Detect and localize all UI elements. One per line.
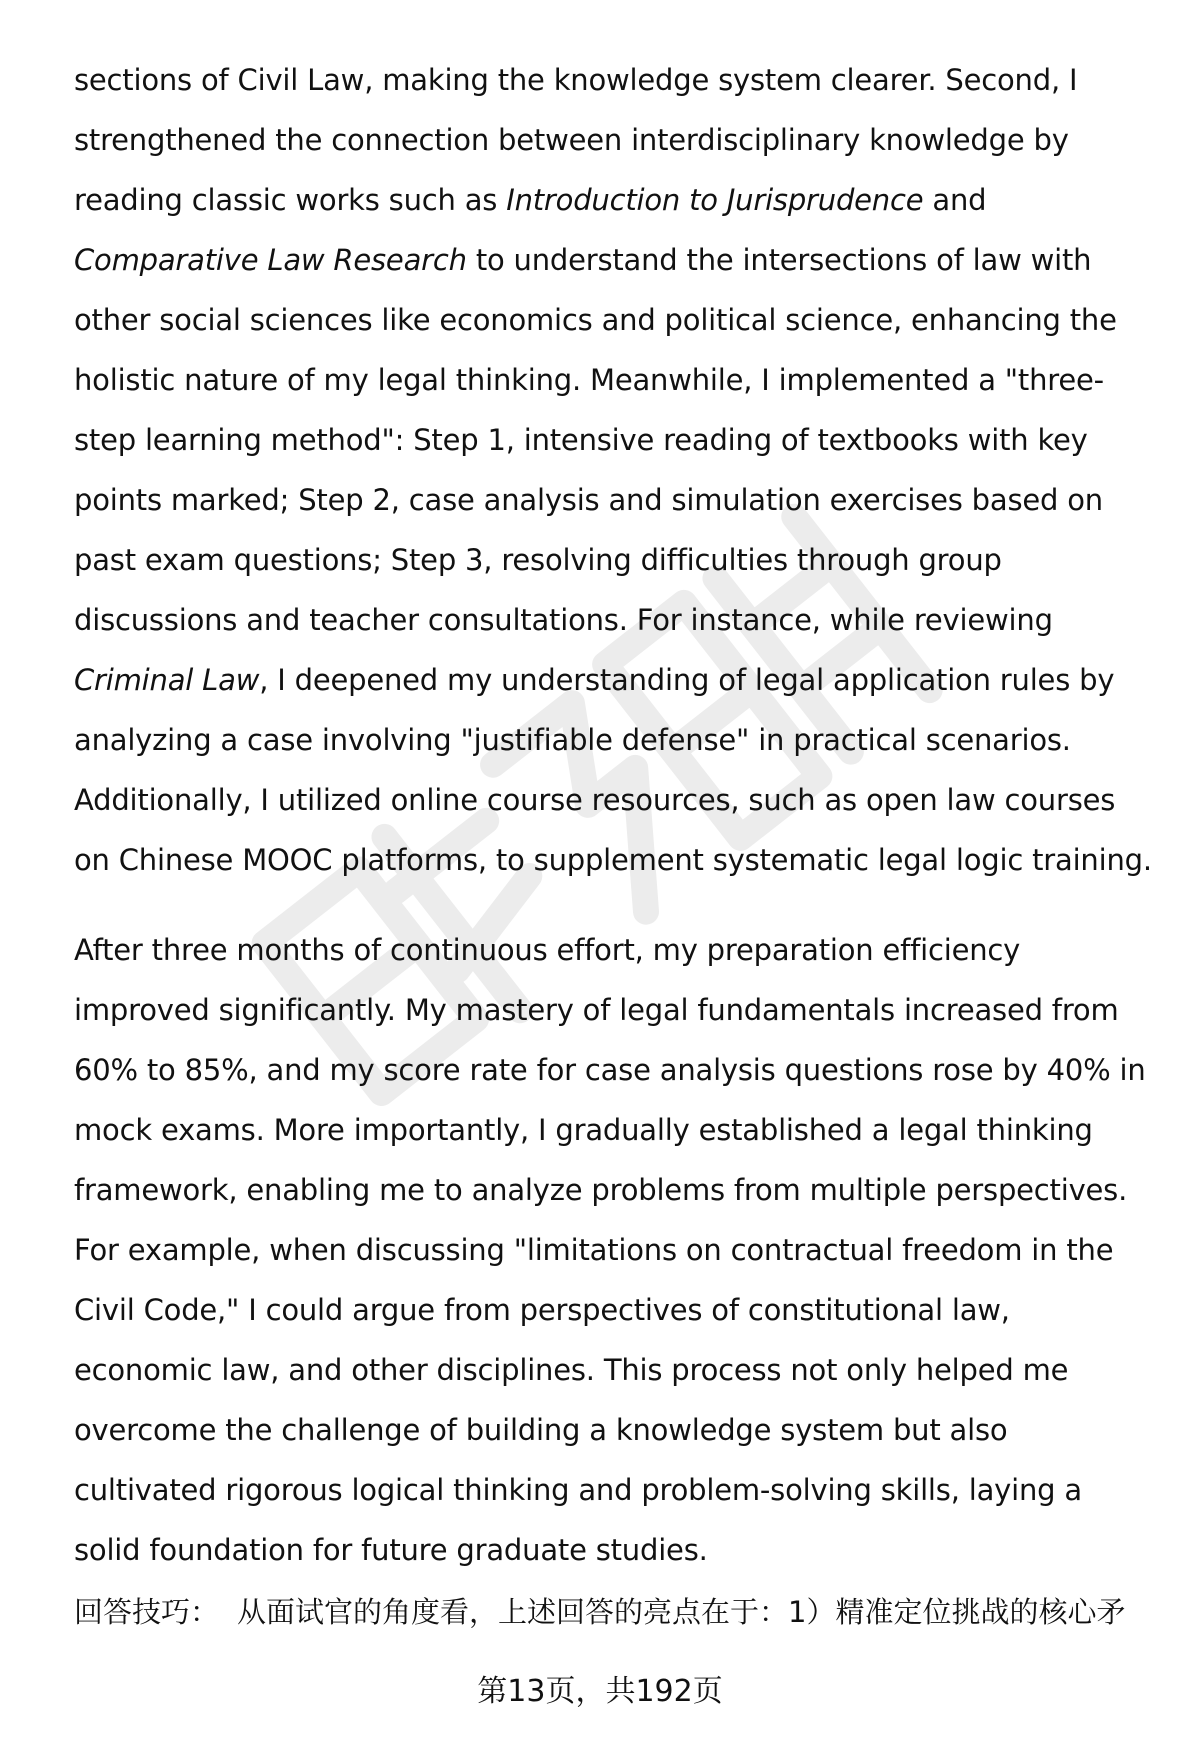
paragraph-results: After three months of continuous effort, my preparation efficiency improved significantly. My mastery of legal fundamentals increased from 60% to 85%, and my score rate for case analysis questions rose by 40% in mock exams. More importantly, I gradually established a legal thinking framework, enabling me to analyze problems from multiple perspectives. For example, when discussing "limitations on contractual freedom in the Civil Code," I could argue from perspectives of constitutional law, economic law, and other disciplines. This process not only helped me overcome the challenge of building a knowledge system but also cultivated rigorous logical thinking and problem-solving skills, laying a solid foundation for future graduate studies. <box>74 933 1146 1567</box>
book-title-jurisprudence: Introduction to Jurisprudence <box>506 183 924 217</box>
paragraph-study-methods <box>74 50 1154 890</box>
subject-title-criminal-law: Criminal Law <box>74 663 260 697</box>
paragraph1-text-3: to understand the intersections of law with other social sciences like economics and political science, enhancing the holistic nature of my legal thinking. Meanwhile, I implemented a "three-step learning method": Step 1, intensive reading of textbooks with key points marked; Step 2, case analysis and simulation exercises based on past exam questions; Step 3, resolving difficulties through group discussions and teacher consultations. For instance, while reviewing <box>74 243 1117 637</box>
paragraph1-text-2: and <box>923 183 987 217</box>
paragraph1-text-4: , I deepened my understanding of legal application rules by analyzing a case involving "justifiable defense" in practical scenarios. Additionally, I utilized online course resources, such as open law courses on Chinese MOOC platforms, to supplement systematic legal logic training. <box>74 663 1152 877</box>
answer-tip-text: 从面试官的角度看，上述回答的亮点在于：1）精准定位挑战的核心矛 <box>237 1595 1126 1629</box>
answer-tip-label: 回答技巧： <box>74 1595 220 1629</box>
book-title-comparative-law: Comparative Law Research <box>74 243 467 277</box>
answer-tip-line <box>74 1592 1125 1632</box>
document-body <box>74 50 1154 1580</box>
paragraph1-text-1: sections of Civil Law, making the knowledge system clearer. Second, I strengthened the connection between interdisciplinary knowledge by reading classic works such as <box>74 63 1078 217</box>
page-number: 第13页，共192页 <box>477 1674 723 1709</box>
